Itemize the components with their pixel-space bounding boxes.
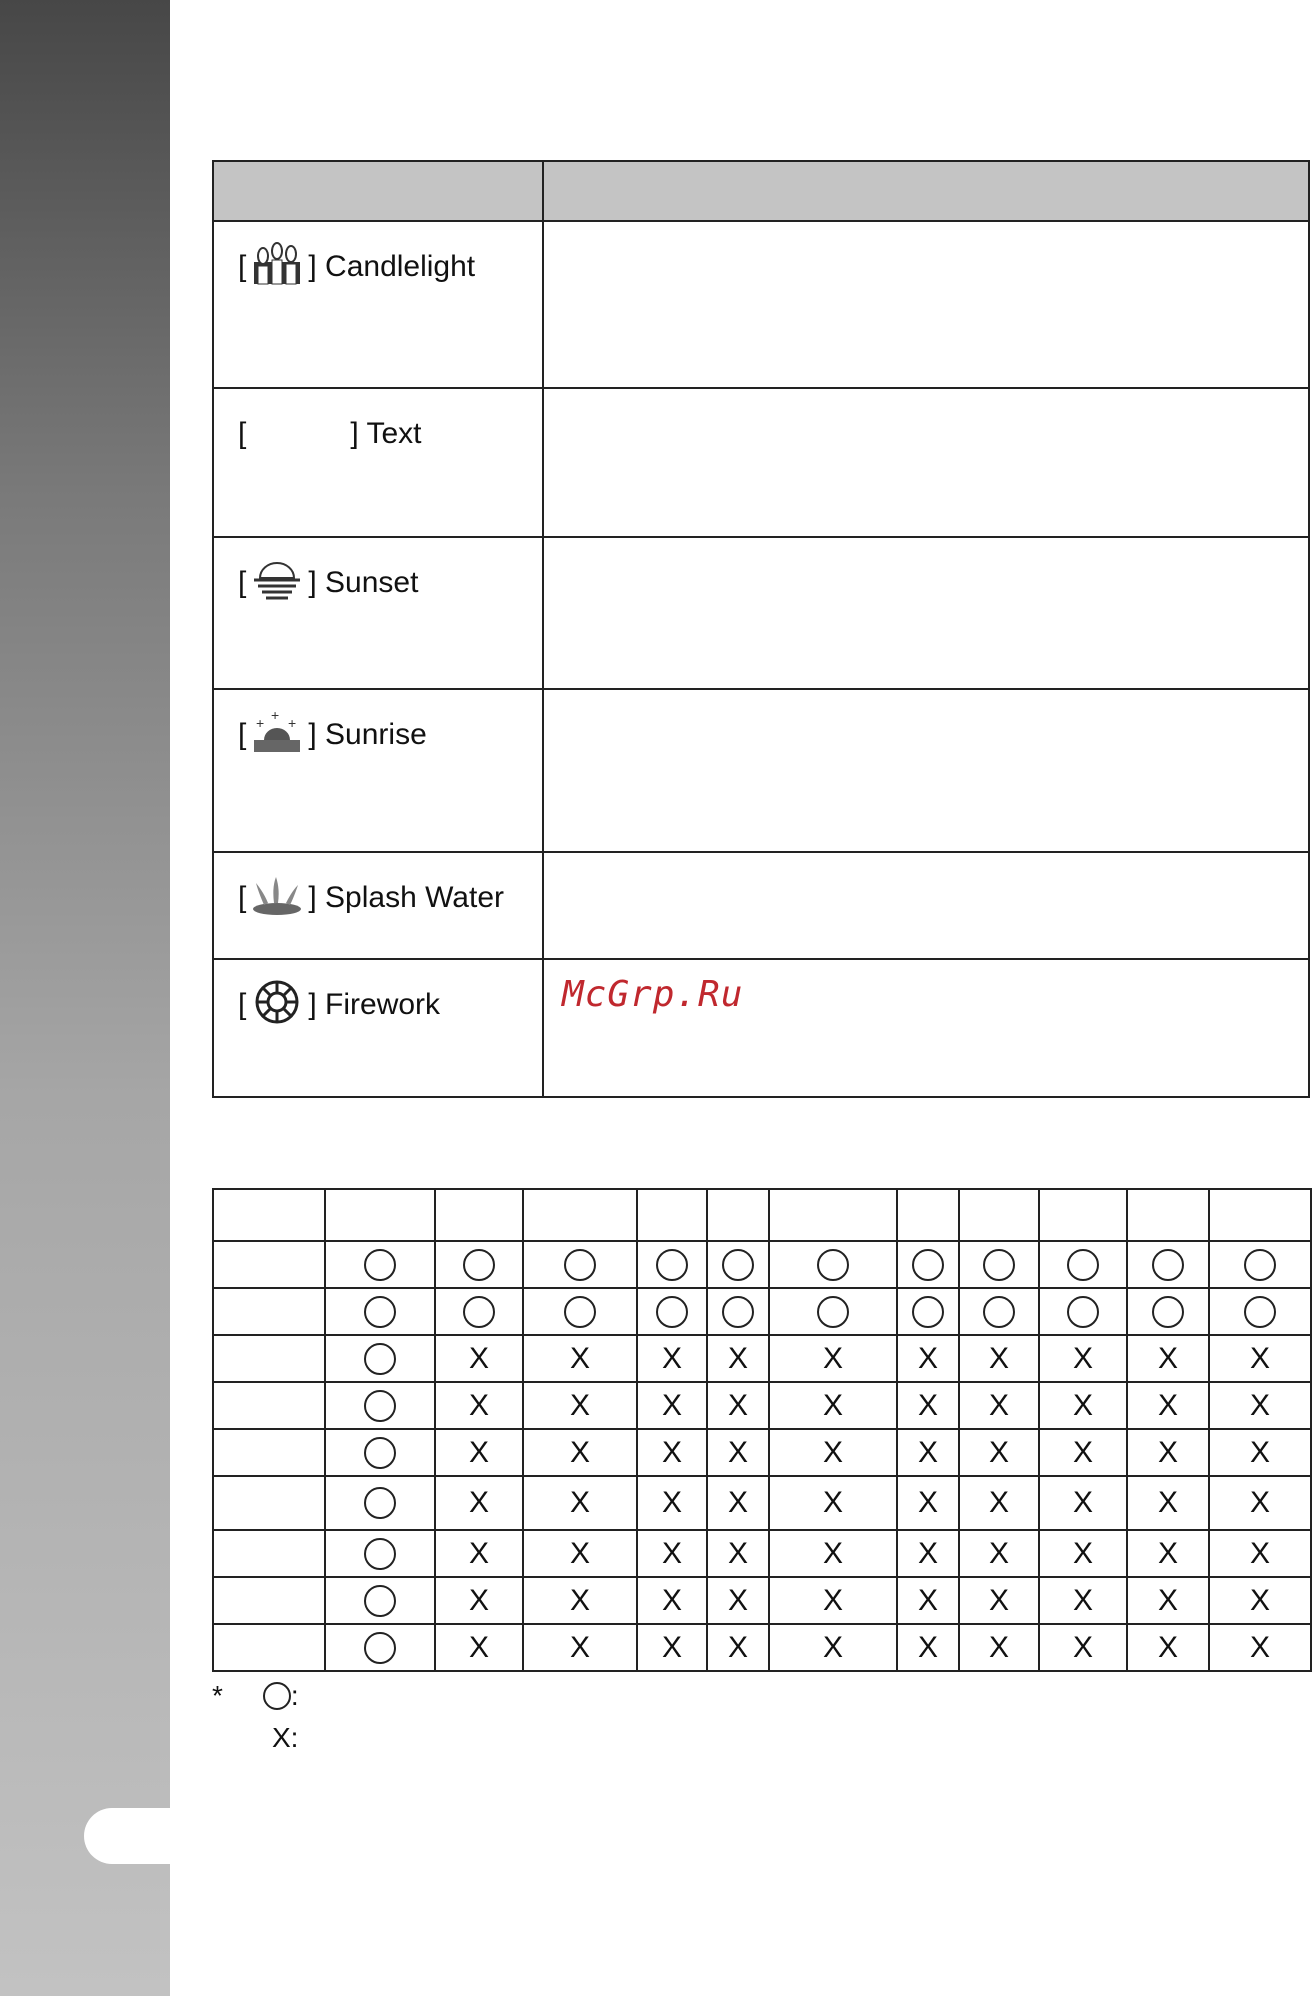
bracket-open: [ bbox=[238, 565, 247, 599]
firework-icon bbox=[250, 980, 304, 1024]
scene-mode-row bbox=[213, 852, 1309, 959]
x-mark: X bbox=[917, 1388, 938, 1422]
matrix-cell bbox=[435, 1476, 523, 1530]
matrix-cell bbox=[637, 1624, 707, 1671]
matrix-cell bbox=[325, 1577, 435, 1624]
circle-mark-icon bbox=[364, 1390, 396, 1422]
x-mark: X bbox=[468, 1630, 489, 1664]
matrix-row bbox=[213, 1335, 1311, 1382]
bracket-open: [ bbox=[238, 880, 247, 914]
x-mark: X bbox=[1072, 1583, 1093, 1617]
circle-mark-icon bbox=[463, 1296, 495, 1328]
matrix-row-label bbox=[213, 1429, 325, 1476]
matrix-cell bbox=[637, 1335, 707, 1382]
candlelight-icon bbox=[250, 242, 304, 286]
x-mark: X bbox=[468, 1583, 489, 1617]
matrix-header-cell bbox=[637, 1189, 707, 1241]
matrix-cell bbox=[523, 1241, 637, 1288]
matrix-cell bbox=[707, 1530, 769, 1577]
scene-mode-label: Sunset bbox=[325, 565, 419, 599]
circle-mark-icon bbox=[722, 1296, 754, 1328]
svg-text:+: + bbox=[271, 710, 280, 723]
matrix-cell bbox=[1039, 1288, 1127, 1335]
x-mark: X bbox=[1157, 1388, 1178, 1422]
x-mark: X bbox=[1249, 1486, 1270, 1519]
matrix-cell bbox=[1209, 1288, 1311, 1335]
matrix-cell bbox=[1127, 1241, 1209, 1288]
legend-circle-suffix: : bbox=[290, 1680, 299, 1711]
x-mark: X bbox=[1072, 1435, 1093, 1469]
matrix-cell bbox=[1039, 1530, 1127, 1577]
matrix-cell bbox=[523, 1476, 637, 1530]
page-number-tab bbox=[84, 1808, 170, 1864]
scene-mode-description bbox=[543, 221, 1309, 388]
matrix-row bbox=[213, 1382, 1311, 1429]
circle-mark-icon bbox=[1244, 1249, 1276, 1281]
scene-mode-row bbox=[213, 689, 1309, 852]
matrix-cell bbox=[637, 1530, 707, 1577]
matrix-cell bbox=[637, 1429, 707, 1476]
circle-mark-icon bbox=[1152, 1296, 1184, 1328]
matrix-cell bbox=[897, 1288, 959, 1335]
scene-mode-name bbox=[213, 537, 543, 689]
legend-circle bbox=[212, 1680, 299, 1712]
x-mark: X bbox=[1157, 1486, 1178, 1519]
matrix-cell bbox=[959, 1476, 1039, 1530]
matrix-cell bbox=[769, 1530, 897, 1577]
x-mark: X bbox=[988, 1341, 1009, 1375]
circle-mark-icon bbox=[564, 1296, 596, 1328]
matrix-cell bbox=[769, 1476, 897, 1530]
x-mark: X bbox=[822, 1341, 843, 1375]
x-mark: X bbox=[727, 1630, 748, 1664]
matrix-row bbox=[213, 1288, 1311, 1335]
x-mark: X bbox=[661, 1536, 682, 1570]
matrix-cell bbox=[769, 1624, 897, 1671]
scene-mode-row bbox=[213, 388, 1309, 537]
circle-mark-icon bbox=[656, 1249, 688, 1281]
matrix-header-cell bbox=[707, 1189, 769, 1241]
matrix-cell bbox=[959, 1624, 1039, 1671]
bracket-close: ] bbox=[308, 717, 317, 751]
matrix-cell bbox=[325, 1624, 435, 1671]
scene-mode-name bbox=[213, 388, 543, 537]
circle-mark-icon bbox=[1067, 1249, 1099, 1281]
x-mark: X bbox=[1072, 1388, 1093, 1422]
matrix-cell bbox=[435, 1241, 523, 1288]
bracket-open: [ bbox=[238, 987, 247, 1021]
matrix-cell bbox=[1127, 1382, 1209, 1429]
matrix-header-cell bbox=[523, 1189, 637, 1241]
bracket-open: [ bbox=[238, 416, 247, 450]
scene-mode-label: Splash Water bbox=[325, 880, 504, 914]
matrix-row-label bbox=[213, 1624, 325, 1671]
x-mark: X bbox=[661, 1341, 682, 1375]
circle-mark-icon bbox=[564, 1249, 596, 1281]
x-mark: X bbox=[468, 1435, 489, 1469]
x-mark: X bbox=[468, 1486, 489, 1519]
matrix-row bbox=[213, 1577, 1311, 1624]
x-mark: X bbox=[1249, 1583, 1270, 1617]
matrix-cell bbox=[637, 1382, 707, 1429]
x-mark: X bbox=[468, 1388, 489, 1422]
matrix-cell bbox=[435, 1382, 523, 1429]
legend-x-label: X: bbox=[272, 1722, 299, 1753]
header-mode bbox=[213, 161, 543, 221]
matrix-cell bbox=[325, 1530, 435, 1577]
x-mark: X bbox=[1072, 1630, 1093, 1664]
sunset-icon bbox=[250, 558, 304, 602]
scene-mode-label: Sunrise bbox=[325, 717, 427, 751]
matrix-cell bbox=[435, 1335, 523, 1382]
legend-asterisk: * bbox=[212, 1680, 223, 1711]
watermark-text: McGrp.Ru bbox=[562, 974, 744, 1015]
x-mark: X bbox=[727, 1341, 748, 1375]
matrix-cell bbox=[1127, 1288, 1209, 1335]
matrix-header-cell bbox=[769, 1189, 897, 1241]
matrix-cell bbox=[637, 1288, 707, 1335]
matrix-cell bbox=[435, 1530, 523, 1577]
x-mark: X bbox=[1072, 1341, 1093, 1375]
matrix-cell bbox=[707, 1429, 769, 1476]
x-mark: X bbox=[727, 1583, 748, 1617]
circle-mark-icon bbox=[912, 1249, 944, 1281]
x-mark: X bbox=[917, 1341, 938, 1375]
matrix-cell bbox=[769, 1288, 897, 1335]
x-mark: X bbox=[468, 1341, 489, 1375]
matrix-cell bbox=[637, 1241, 707, 1288]
x-mark: X bbox=[988, 1435, 1009, 1469]
x-mark: X bbox=[1157, 1630, 1178, 1664]
matrix-cell bbox=[707, 1288, 769, 1335]
matrix-header-cell bbox=[435, 1189, 523, 1241]
matrix-cell bbox=[959, 1530, 1039, 1577]
matrix-cell bbox=[707, 1476, 769, 1530]
x-mark: X bbox=[822, 1583, 843, 1617]
circle-mark-icon bbox=[364, 1343, 396, 1375]
x-mark: X bbox=[661, 1583, 682, 1617]
matrix-cell bbox=[707, 1382, 769, 1429]
matrix-cell bbox=[1039, 1382, 1127, 1429]
matrix-cell bbox=[707, 1624, 769, 1671]
x-mark: X bbox=[1249, 1435, 1270, 1469]
matrix-cell bbox=[1039, 1335, 1127, 1382]
matrix-cell bbox=[1209, 1577, 1311, 1624]
circle-mark-icon bbox=[364, 1487, 396, 1519]
x-mark: X bbox=[569, 1388, 590, 1422]
x-mark: X bbox=[1157, 1536, 1178, 1570]
matrix-cell bbox=[769, 1335, 897, 1382]
scene-mode-name bbox=[213, 852, 543, 959]
x-mark: X bbox=[988, 1388, 1009, 1422]
matrix-cell bbox=[959, 1335, 1039, 1382]
x-mark: X bbox=[661, 1630, 682, 1664]
circle-mark-icon bbox=[364, 1249, 396, 1281]
x-mark: X bbox=[1249, 1341, 1270, 1375]
matrix-cell bbox=[1209, 1429, 1311, 1476]
matrix-cell bbox=[769, 1382, 897, 1429]
x-mark: X bbox=[569, 1486, 590, 1519]
matrix-cell bbox=[325, 1429, 435, 1476]
matrix-cell bbox=[1209, 1241, 1311, 1288]
splash-water-icon bbox=[250, 873, 304, 917]
matrix-cell bbox=[1039, 1241, 1127, 1288]
matrix-cell bbox=[435, 1429, 523, 1476]
matrix-row bbox=[213, 1241, 1311, 1288]
scene-mode-name bbox=[213, 959, 543, 1097]
scene-mode-row bbox=[213, 537, 1309, 689]
matrix-row-label bbox=[213, 1382, 325, 1429]
scene-mode-description bbox=[543, 959, 1309, 1097]
circle-mark-icon bbox=[1152, 1249, 1184, 1281]
scene-mode-description bbox=[543, 537, 1309, 689]
matrix-cell bbox=[1127, 1530, 1209, 1577]
matrix-cell bbox=[897, 1476, 959, 1530]
matrix-header-cell bbox=[325, 1189, 435, 1241]
circle-mark-icon bbox=[364, 1585, 396, 1617]
matrix-row bbox=[213, 1429, 1311, 1476]
matrix-cell bbox=[897, 1335, 959, 1382]
matrix-cell bbox=[1209, 1624, 1311, 1671]
matrix-cell bbox=[1127, 1577, 1209, 1624]
bracket-close: ] bbox=[308, 880, 317, 914]
matrix-cell bbox=[897, 1241, 959, 1288]
matrix-cell bbox=[523, 1335, 637, 1382]
matrix-row-label bbox=[213, 1241, 325, 1288]
matrix-cell bbox=[1127, 1476, 1209, 1530]
x-mark: X bbox=[727, 1388, 748, 1422]
circle-mark-icon bbox=[1067, 1296, 1099, 1328]
circle-mark-icon bbox=[817, 1296, 849, 1328]
x-mark: X bbox=[988, 1630, 1009, 1664]
x-mark: X bbox=[1249, 1536, 1270, 1570]
blank-icon-slot bbox=[250, 409, 346, 453]
matrix-cell bbox=[707, 1335, 769, 1382]
bracket-close: ] bbox=[308, 565, 317, 599]
matrix-cell bbox=[1209, 1530, 1311, 1577]
scene-mode-row bbox=[213, 959, 1309, 1097]
matrix-cell bbox=[959, 1241, 1039, 1288]
x-mark: X bbox=[569, 1630, 590, 1664]
matrix-cell bbox=[1127, 1429, 1209, 1476]
matrix-cell bbox=[769, 1241, 897, 1288]
circle-mark-icon bbox=[656, 1296, 688, 1328]
scene-mode-label: Firework bbox=[325, 987, 441, 1021]
x-mark: X bbox=[1249, 1388, 1270, 1422]
x-mark: X bbox=[822, 1486, 843, 1519]
scene-mode-name bbox=[213, 221, 543, 388]
x-mark: X bbox=[661, 1388, 682, 1422]
matrix-row bbox=[213, 1476, 1311, 1530]
matrix-cell bbox=[707, 1241, 769, 1288]
matrix-cell bbox=[523, 1577, 637, 1624]
scene-table-header bbox=[213, 161, 1309, 221]
matrix-cell bbox=[959, 1577, 1039, 1624]
x-mark: X bbox=[727, 1536, 748, 1570]
x-mark: X bbox=[1157, 1583, 1178, 1617]
scene-mode-description bbox=[543, 689, 1309, 852]
x-mark: X bbox=[1072, 1486, 1093, 1519]
matrix-cell bbox=[769, 1429, 897, 1476]
matrix-cell bbox=[959, 1288, 1039, 1335]
matrix-cell bbox=[435, 1288, 523, 1335]
x-mark: X bbox=[569, 1536, 590, 1570]
matrix-cell bbox=[1209, 1382, 1311, 1429]
x-mark: X bbox=[468, 1536, 489, 1570]
matrix-row-label bbox=[213, 1530, 325, 1577]
circle-mark-icon bbox=[364, 1632, 396, 1664]
scene-mode-label: Text bbox=[366, 416, 422, 450]
matrix-cell bbox=[1127, 1624, 1209, 1671]
matrix-cell bbox=[1039, 1476, 1127, 1530]
matrix-header-cell bbox=[1039, 1189, 1127, 1241]
matrix-header-cell bbox=[213, 1189, 325, 1241]
bracket-open: [ bbox=[238, 717, 247, 751]
matrix-cell bbox=[325, 1476, 435, 1530]
matrix-row bbox=[213, 1530, 1311, 1577]
matrix-row-label bbox=[213, 1577, 325, 1624]
matrix-cell bbox=[325, 1335, 435, 1382]
matrix-row-label bbox=[213, 1335, 325, 1382]
x-mark: X bbox=[1249, 1630, 1270, 1664]
sunrise-icon bbox=[250, 710, 304, 754]
matrix-cell bbox=[707, 1577, 769, 1624]
x-mark: X bbox=[917, 1630, 938, 1664]
matrix-cell bbox=[637, 1577, 707, 1624]
matrix-cell bbox=[1039, 1429, 1127, 1476]
x-mark: X bbox=[569, 1435, 590, 1469]
matrix-cell bbox=[523, 1429, 637, 1476]
circle-mark-icon bbox=[263, 1682, 291, 1710]
matrix-cell bbox=[523, 1288, 637, 1335]
matrix-cell bbox=[1127, 1335, 1209, 1382]
svg-text:+: + bbox=[256, 715, 265, 731]
x-mark: X bbox=[1157, 1435, 1178, 1469]
side-bar bbox=[0, 0, 170, 1996]
header-description bbox=[543, 161, 1309, 221]
matrix-cell bbox=[435, 1577, 523, 1624]
matrix-cell bbox=[897, 1382, 959, 1429]
bracket-close: ] bbox=[350, 416, 359, 450]
circle-mark-icon bbox=[364, 1437, 396, 1469]
matrix-row bbox=[213, 1624, 1311, 1671]
x-mark: X bbox=[569, 1341, 590, 1375]
x-mark: X bbox=[917, 1536, 938, 1570]
matrix-cell bbox=[1039, 1624, 1127, 1671]
matrix-cell bbox=[959, 1429, 1039, 1476]
matrix-cell bbox=[435, 1624, 523, 1671]
x-mark: X bbox=[988, 1583, 1009, 1617]
matrix-cell bbox=[523, 1530, 637, 1577]
circle-mark-icon bbox=[364, 1538, 396, 1570]
circle-mark-icon bbox=[1244, 1296, 1276, 1328]
matrix-header-cell bbox=[959, 1189, 1039, 1241]
matrix-cell bbox=[959, 1382, 1039, 1429]
x-mark: X bbox=[988, 1486, 1009, 1519]
matrix-header-cell bbox=[1209, 1189, 1311, 1241]
circle-mark-icon bbox=[912, 1296, 944, 1328]
matrix-cell bbox=[325, 1288, 435, 1335]
bracket-open: [ bbox=[238, 249, 247, 283]
x-mark: X bbox=[917, 1435, 938, 1469]
matrix-cell bbox=[523, 1382, 637, 1429]
matrix-header-cell bbox=[897, 1189, 959, 1241]
x-mark: X bbox=[661, 1486, 682, 1519]
scene-mode-description bbox=[543, 388, 1309, 537]
x-mark: X bbox=[727, 1435, 748, 1469]
scene-mode-table bbox=[212, 160, 1310, 1098]
x-mark: X bbox=[569, 1583, 590, 1617]
matrix-cell bbox=[325, 1241, 435, 1288]
bracket-close: ] bbox=[308, 249, 317, 283]
matrix-cell bbox=[897, 1530, 959, 1577]
scene-mode-label: Candlelight bbox=[325, 249, 476, 283]
circle-mark-icon bbox=[983, 1296, 1015, 1328]
matrix-cell bbox=[897, 1577, 959, 1624]
circle-mark-icon bbox=[364, 1296, 396, 1328]
x-mark: X bbox=[917, 1486, 938, 1519]
x-mark: X bbox=[1157, 1341, 1178, 1375]
circle-mark-icon bbox=[463, 1249, 495, 1281]
matrix-cell bbox=[897, 1429, 959, 1476]
x-mark: X bbox=[917, 1583, 938, 1617]
matrix-cell bbox=[769, 1577, 897, 1624]
matrix-cell bbox=[637, 1476, 707, 1530]
legend-x bbox=[272, 1722, 298, 1754]
matrix-cell bbox=[1209, 1335, 1311, 1382]
feature-matrix-table bbox=[212, 1188, 1312, 1672]
circle-mark-icon bbox=[722, 1249, 754, 1281]
matrix-header-row bbox=[213, 1189, 1311, 1241]
matrix-cell bbox=[523, 1624, 637, 1671]
circle-mark-icon bbox=[817, 1249, 849, 1281]
scene-mode-row bbox=[213, 221, 1309, 388]
circle-mark-icon bbox=[983, 1249, 1015, 1281]
matrix-header-cell bbox=[1127, 1189, 1209, 1241]
scene-mode-name bbox=[213, 689, 543, 852]
x-mark: X bbox=[822, 1630, 843, 1664]
x-mark: X bbox=[727, 1486, 748, 1519]
x-mark: X bbox=[822, 1536, 843, 1570]
scene-mode-description bbox=[543, 852, 1309, 959]
x-mark: X bbox=[1072, 1536, 1093, 1570]
matrix-cell bbox=[1039, 1577, 1127, 1624]
matrix-row-label bbox=[213, 1288, 325, 1335]
matrix-cell bbox=[897, 1624, 959, 1671]
svg-text:+: + bbox=[288, 715, 297, 731]
matrix-cell bbox=[1209, 1476, 1311, 1530]
matrix-row-label bbox=[213, 1476, 325, 1530]
x-mark: X bbox=[822, 1388, 843, 1422]
matrix-cell bbox=[325, 1382, 435, 1429]
bracket-close: ] bbox=[308, 987, 317, 1021]
x-mark: X bbox=[988, 1536, 1009, 1570]
x-mark: X bbox=[661, 1435, 682, 1469]
x-mark: X bbox=[822, 1435, 843, 1469]
